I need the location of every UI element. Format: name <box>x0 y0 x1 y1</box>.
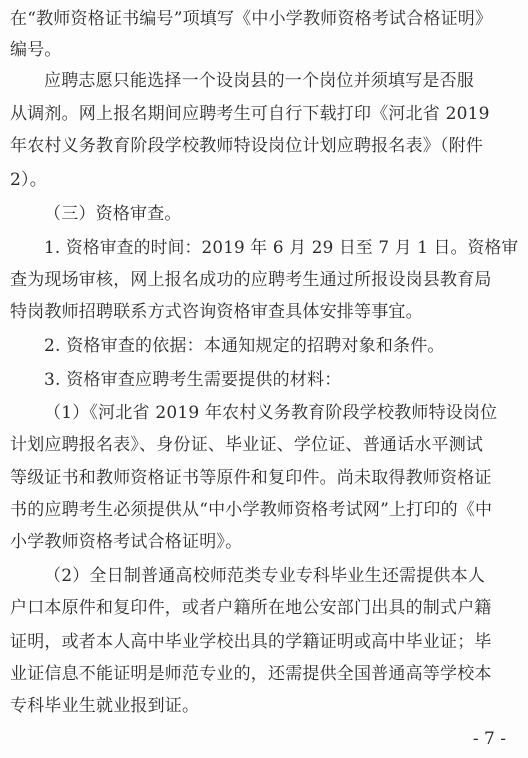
text-line-21: 业证信息不能证明是师范专业的，还需提供全国普通高等学校本 <box>10 664 492 684</box>
text-line-6: 2）。 <box>10 170 47 190</box>
text-line-17: 小学教师资格考试合格证明》。 <box>10 532 243 552</box>
text-line-15: 等级证书和教师资格证书等原件和复印件。尚未取得教师资格证 <box>10 468 492 488</box>
text-line-3: 应聘志愿只能选择一个设岗县的一个岗位并须填写是否服 <box>44 71 474 91</box>
text-line-8: 1. 资格审查的时间：2019 年 6 月 29 日至 7 月 1 日。资格审 <box>44 238 519 258</box>
text-line-12: 3. 资格审查应聘考生需要提供的材料： <box>44 370 342 390</box>
text-line-9: 查为现场审核，网上报名成功的应聘考生通过所报设岗县教育局 <box>10 270 492 290</box>
text-line-18: （2）全日制普通高校师范类专业专科毕业生还需提供本人 <box>44 566 486 586</box>
text-line-1: 在“教师资格证书编号”项填写《中小学教师资格考试合格证明》 <box>10 9 493 29</box>
text-line-13: （1）《河北省 2019 年农村义务教育阶段学校教师特设岗位 <box>44 403 498 423</box>
text-line-19: 户口本原件和复印件，或者户籍所在地公安部门出具的制式户籍 <box>10 598 492 618</box>
text-line-16: 书的应聘考生必须提供从“中小学教师资格考试网”上打印的《中 <box>10 500 493 520</box>
text-line-2: 编号。 <box>10 40 62 60</box>
text-line-4: 从调剂。网上报名期间应聘考生可自行下载打印《河北省 2019 <box>10 104 490 124</box>
text-line-14: 计划应聘报名表》、身份证、毕业证、学位证、普通话水平测试 <box>10 435 484 455</box>
text-line-22: 专科毕业生就业报到证。 <box>10 696 200 716</box>
text-line-20: 证明，或者本人高中毕业学校出具的学籍证明或高中毕业证；毕 <box>10 632 492 652</box>
text-line-5: 年农村义务教育阶段学校教师特设岗位计划应聘报名表》（附件 <box>10 136 484 156</box>
text-line-10: 特岗教师招聘联系方式咨询资格审查具体安排等事宜。 <box>10 302 423 322</box>
text-line-11: 2. 资格审查的依据：本通知规定的招聘对象和条件。 <box>44 336 445 356</box>
section-heading: （三）资格审查。 <box>44 204 182 224</box>
page-number: - 7 - <box>472 729 506 749</box>
